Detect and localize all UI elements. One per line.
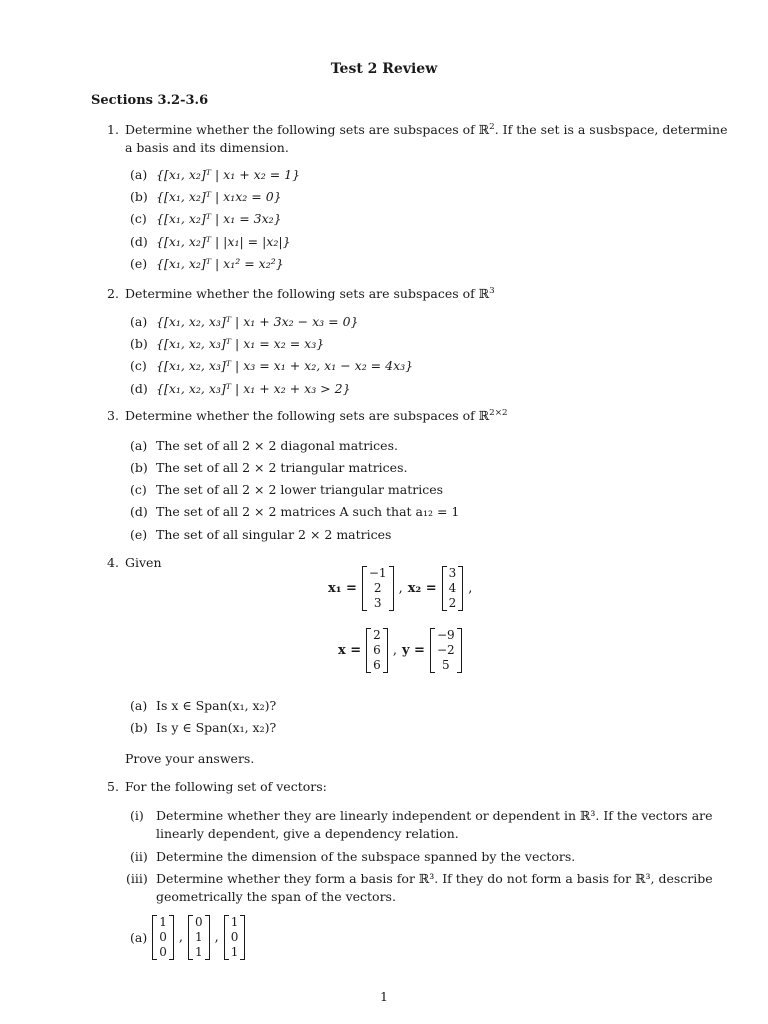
vector-entry: 0	[195, 915, 203, 929]
q3-b-label: (b)	[130, 460, 148, 475]
vector-equation-x-y	[338, 628, 462, 673]
q2-text: Determine whether the following sets are subspaces of ℝ$^3$	[125, 285, 495, 301]
q3-a-label: (a)	[130, 438, 148, 453]
q5-ii-text: Determine the dimension of the subspace spanned by the vectors.	[156, 849, 576, 864]
x2-entry: 4	[448, 581, 457, 595]
x-entry: 6	[373, 643, 381, 657]
separator: ,	[398, 581, 403, 596]
vector-entry: 1	[230, 945, 239, 959]
y-entry: −9	[436, 628, 455, 642]
x1-vector	[362, 566, 394, 611]
q5-vector-1	[152, 915, 174, 960]
q1-c-label: (c)	[130, 211, 147, 226]
q4-b-label: (b)	[130, 720, 148, 735]
q1-d-label: (d)	[130, 234, 148, 249]
q5-a-vectors	[130, 915, 245, 960]
page-title: Test 2 Review	[330, 61, 438, 77]
q1-b-label: (b)	[130, 189, 148, 204]
separator: ,	[214, 930, 219, 945]
x1-entry: 2	[373, 581, 382, 595]
q5-i-text: Determine whether they are linearly independent or dependent in ℝ³. If the vectors are	[156, 808, 713, 823]
x1-entry: 3	[373, 596, 382, 610]
vector-entry: 1	[195, 930, 203, 944]
q4-number: 4.	[107, 555, 119, 570]
y-vector	[430, 628, 462, 673]
q3-d-text: The set of all 2 × 2 matrices A such that a₁₂ = 1	[156, 504, 460, 519]
y-entry: −2	[436, 643, 455, 657]
q2-c-expr: {[x₁, x₂, x₃]ᵀ | x₃ = x₁ + x₂, x₁ − x₂ = 4x₃}	[156, 358, 414, 373]
q3-text: Determine whether the following sets are subspaces of ℝ$^{2\times 2}$	[125, 407, 508, 423]
vector-entry: 1	[230, 915, 239, 929]
q5-iii-text-cont: geometrically the span of the vectors.	[156, 889, 396, 904]
x-label: x =	[338, 643, 362, 658]
y-entry: 5	[441, 658, 450, 672]
q1-b-expr: {[x₁, x₂]ᵀ | x₁x₂ = 0}	[156, 189, 282, 204]
q1-a-expr: {[x₁, x₂]ᵀ | x₁ + x₂ = 1}	[156, 167, 301, 182]
q3-d-label: (d)	[130, 504, 148, 519]
q4-a-text: Is x ∈ Span(x₁, x₂)?	[156, 698, 277, 713]
x-entry: 2	[373, 628, 381, 642]
separator: ,	[392, 643, 397, 658]
q1-e-label: (e)	[130, 256, 148, 271]
section-heading: Sections 3.2-3.6	[91, 93, 209, 108]
q1-text: Determine whether the following sets are subspaces of ℝ$^2$. If the set is a susbspace, determine	[125, 121, 728, 137]
q2-a-label: (a)	[130, 314, 148, 329]
q2-c-label: (c)	[130, 358, 147, 373]
q5-i-text-cont: linearly dependent, give a dependency relation.	[156, 826, 459, 841]
page-number: 1	[380, 989, 388, 1004]
q5-text: For the following set of vectors:	[125, 779, 327, 794]
q2-b-expr: {[x₁, x₂, x₃]ᵀ | x₁ = x₂ = x₃}	[156, 336, 325, 351]
separator: ,	[178, 930, 183, 945]
vector-entry: 0	[159, 945, 167, 959]
q4-text: Given	[125, 555, 162, 570]
q5-vector-3	[224, 915, 246, 960]
q2-d-expr: {[x₁, x₂, x₃]ᵀ | x₁ + x₂ + x₃ > 2}	[156, 381, 351, 396]
separator: ,	[468, 581, 473, 596]
x1-entry: −1	[368, 566, 387, 580]
q3-c-text: The set of all 2 × 2 lower triangular matrices	[156, 482, 444, 497]
q4-prove-text: Prove your answers.	[125, 751, 255, 766]
q3-b-text: The set of all 2 × 2 triangular matrices.	[156, 460, 408, 475]
y-label: y =	[401, 643, 425, 658]
x-vector	[366, 628, 388, 673]
q3-e-text: The set of all singular 2 × 2 matrices	[156, 527, 392, 542]
x2-entry: 2	[448, 596, 457, 610]
q3-e-label: (e)	[130, 527, 148, 542]
q3-a-text: The set of all 2 × 2 diagonal matrices.	[156, 438, 398, 453]
q3-number: 3.	[107, 408, 119, 423]
q5-i-label: (i)	[130, 808, 144, 823]
x2-entry: 3	[448, 566, 457, 580]
vector-entry: 1	[195, 945, 203, 959]
q1-a-label: (a)	[130, 167, 148, 182]
q2-number: 2.	[107, 286, 119, 301]
q1-c-expr: {[x₁, x₂]ᵀ | x₁ = 3x₂}	[156, 211, 282, 226]
q2-b-label: (b)	[130, 336, 148, 351]
q3-c-label: (c)	[130, 482, 147, 497]
q4-b-text: Is y ∈ Span(x₁, x₂)?	[156, 720, 277, 735]
q1-number: 1.	[107, 122, 119, 137]
q5-number: 5.	[107, 779, 119, 794]
x2-vector	[442, 566, 464, 611]
x1-label: x₁ =	[328, 581, 357, 596]
q5-iii-text: Determine whether they form a basis for ℝ³. If they do not form a basis for ℝ³, describe	[156, 871, 713, 886]
vector-entry: 0	[230, 930, 239, 944]
x2-label: x₂ =	[407, 581, 437, 596]
q1-e-expr: {[x₁, x₂]ᵀ | x₁² = x₂²}	[156, 256, 284, 271]
vector-entry: 0	[159, 930, 167, 944]
vector-entry: 1	[159, 915, 167, 929]
q2-d-label: (d)	[130, 381, 148, 396]
q1-text-cont: a basis and its dimension.	[125, 140, 289, 155]
q5-ii-label: (ii)	[130, 849, 148, 864]
q2-a-expr: {[x₁, x₂, x₃]ᵀ | x₁ + 3x₂ − x₃ = 0}	[156, 314, 359, 329]
q1-d-expr: {[x₁, x₂]ᵀ | |x₁| = |x₂|}	[156, 234, 291, 249]
q4-a-label: (a)	[130, 698, 148, 713]
vector-equation-x1-x2	[328, 566, 472, 611]
q5-a-label: (a)	[130, 930, 148, 945]
x-entry: 6	[373, 658, 381, 672]
q5-vector-2	[188, 915, 210, 960]
q5-iii-label: (iii)	[126, 871, 148, 886]
